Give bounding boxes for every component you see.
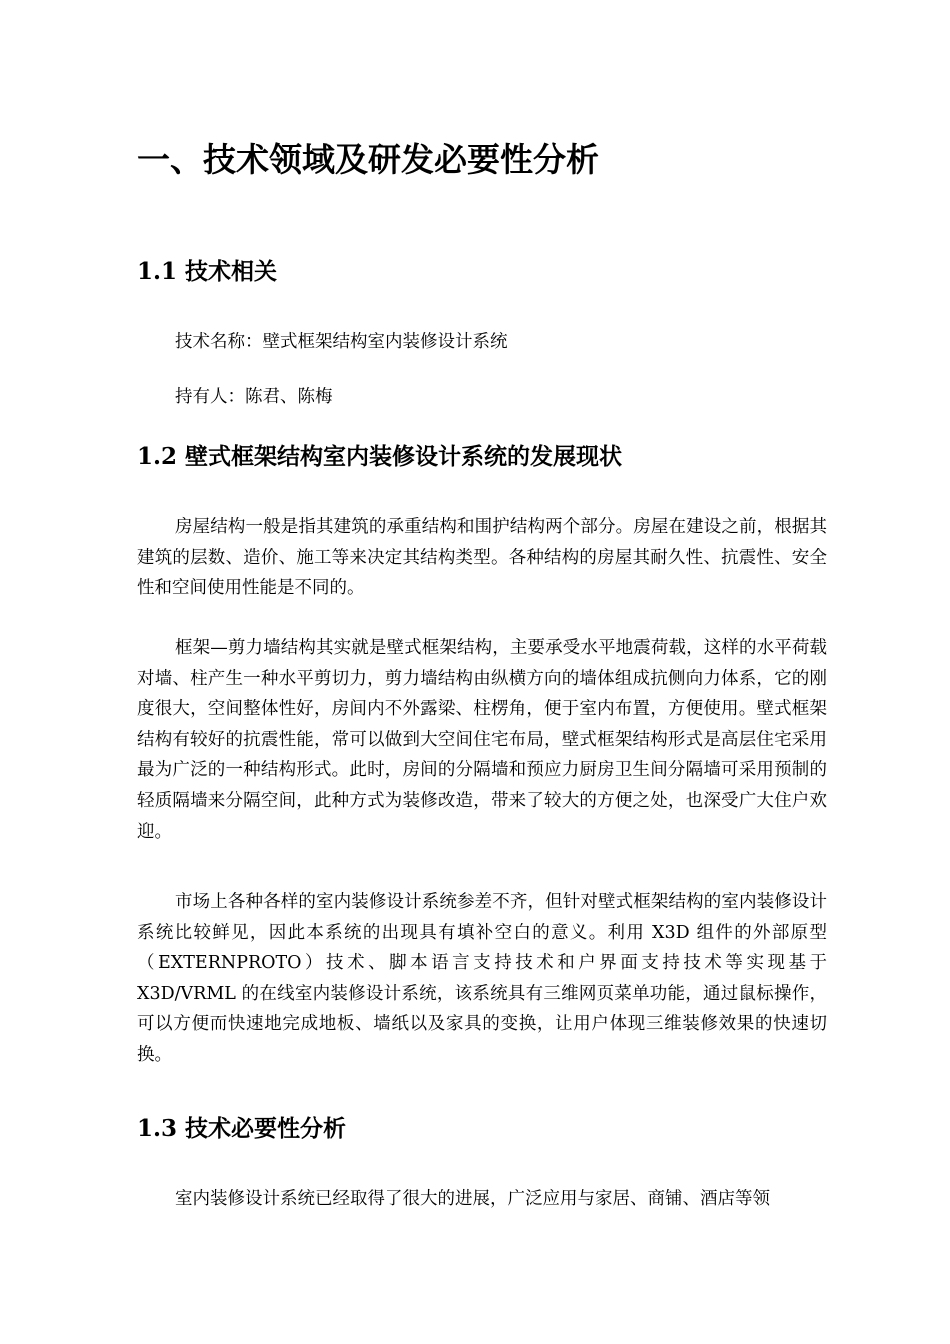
document-title: 一、技术领域及研发必要性分析 [137, 140, 599, 179]
section-heading-1-1: 1.1 技术相关 [137, 258, 278, 285]
paragraph-necessity: 室内装修设计系统已经取得了很大的进展，广泛应用与家居、商铺、酒店等领 [175, 1189, 770, 1209]
paragraph-holders: 持有人：陈君、陈梅 [175, 387, 333, 407]
section-heading-1-2: 1.2 壁式框架结构室内装修设计系统的发展现状 [137, 443, 623, 470]
paragraph-tech-name: 技术名称：壁式框架结构室内装修设计系统 [175, 332, 508, 352]
paragraph-house-structure: 房屋结构一般是指其建筑的承重结构和围护结构两个部分。房屋在建设之前，根据其建筑的层数、造价、施工等来决定其结构类型。各种结构的房屋其耐久性、抗震性、安全性和空间使用性能是不同的。 [137, 517, 827, 599]
paragraph-frame-shear-wall: 框架—剪力墙结构其实就是壁式框架结构，主要承受水平地震荷载，这样的水平荷载对墙、柱产生一种水平剪切力，剪力墙结构由纵横方向的墙体组成抗侧向力体系，它的刚度很大，空间整体性好，房间内不外露梁、柱楞角，便于室内布置，方便使用。壁式框架结构有较好的抗震性能，常可以做到大空间住宅布局，壁式框架结构形式是高层住宅采用最为广泛的一种结构形式。此时，房间的分隔墙和预应力厨房卫生间分隔墙可采用预制的轻质隔墙来分隔空间，此种方式为装修改造，带来了较大的方便之处，也深受广大住户欢迎。 [137, 638, 827, 842]
section-heading-1-3: 1.3 技术必要性分析 [137, 1115, 347, 1142]
paragraph-market-systems: 市场上各种各样的室内装修设计系统参差不齐，但针对壁式框架结构的室内装修设计系统比较鲜见，因此本系统的出现具有填补空白的意义。利用 X3D 组件的外部原型（EXTERNPROTO）技术、脚本语言支持技术和户界面支持技术等实现基于 X3D/VRML 的在线室内装修设计系统，该系统具有三维网页菜单功能，通过鼠标操作，可以方便而快速地完成地板、墙纸以及家具的变换，让用户体现三维装修效果的快速切换。 [137, 892, 827, 1065]
